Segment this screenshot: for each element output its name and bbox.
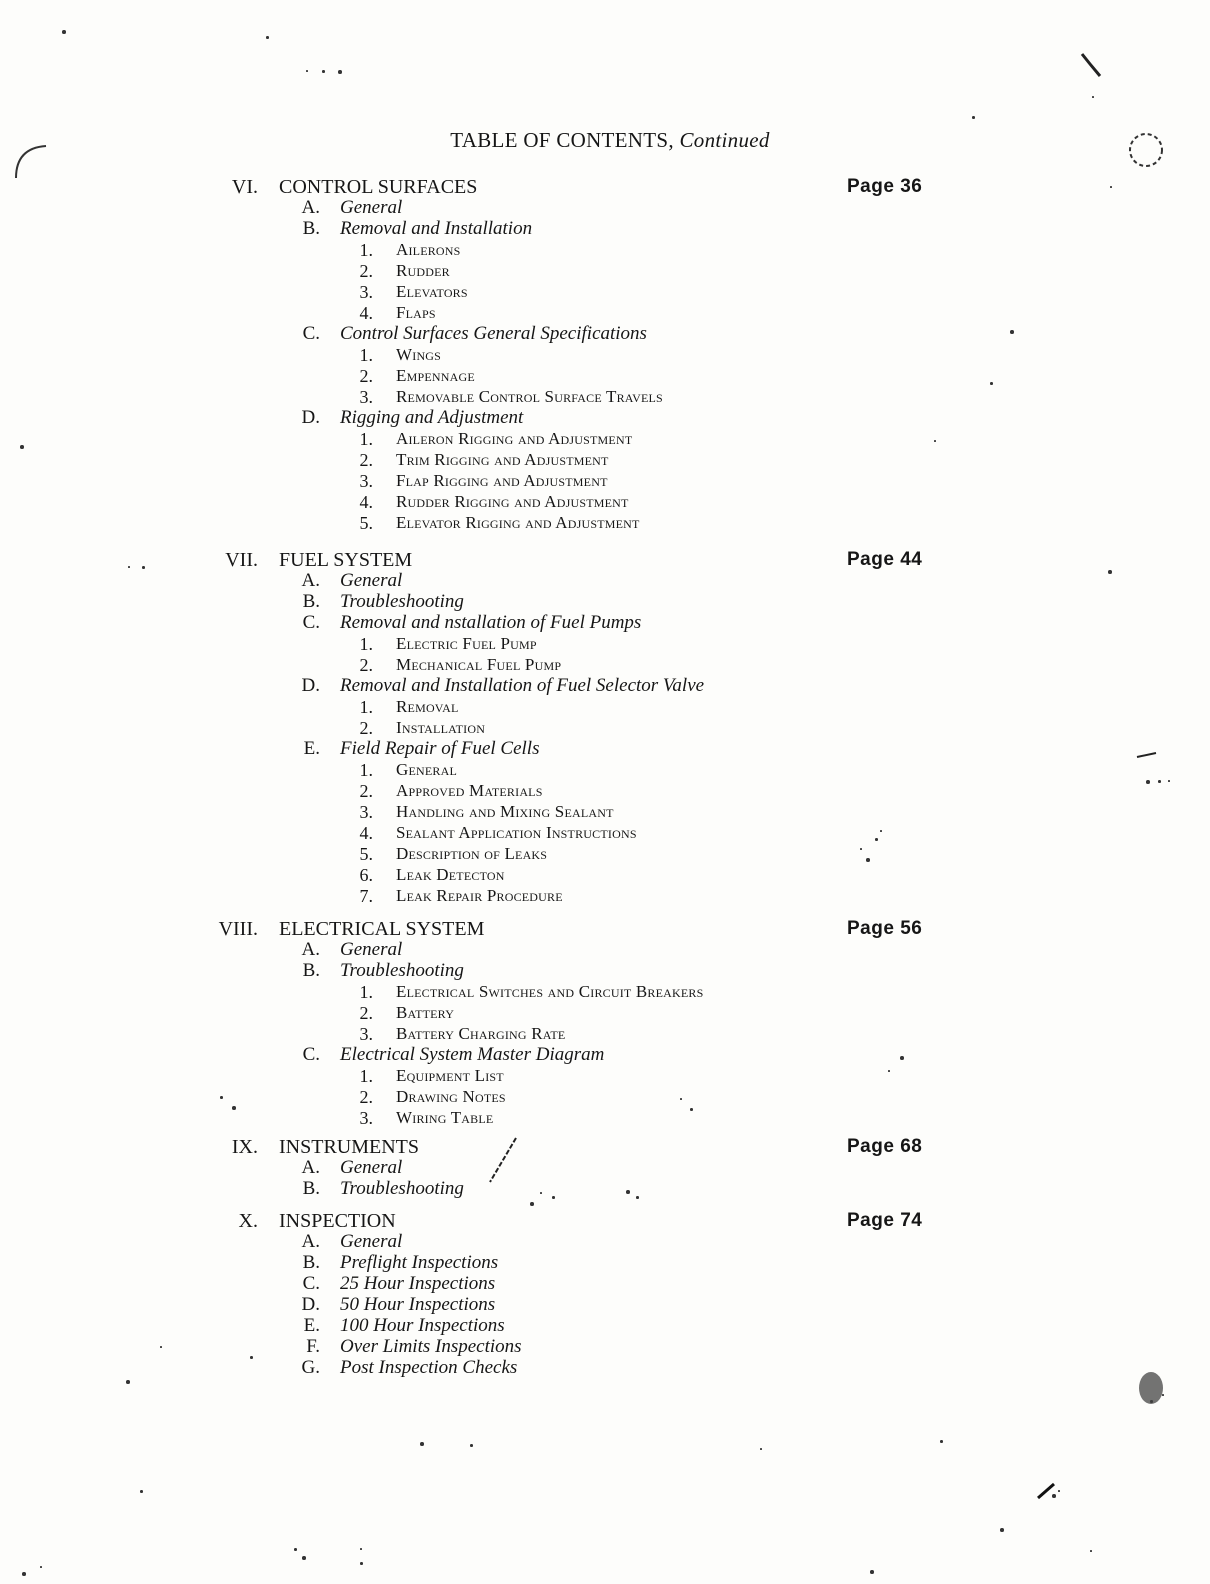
toc-item <box>0 822 1210 844</box>
toc-subsection <box>0 218 1210 240</box>
subsection-title: Preflight Inspections <box>340 1252 499 1273</box>
scan-speck <box>530 1202 534 1206</box>
toc-item <box>0 365 1210 387</box>
scan-speck <box>680 1098 682 1100</box>
item-title: Electric Fuel Pump <box>396 634 537 653</box>
toc-subsection <box>0 1178 1210 1200</box>
subsection-letter: B. <box>302 1178 320 1199</box>
subsection-title: Removal and Installation of Fuel Selector Valve <box>340 675 705 696</box>
subsection-title: Electrical System Master Diagram <box>340 1044 605 1065</box>
subsection-letter: A. <box>301 197 320 218</box>
item-number: 2. <box>359 718 373 738</box>
toc-subsection <box>0 1044 1210 1066</box>
toc-subsection <box>0 960 1210 982</box>
subsection-letter: E. <box>303 738 320 759</box>
scan-speck <box>1090 1550 1092 1552</box>
scan-speck <box>1000 1528 1004 1532</box>
subsection-title: General <box>340 939 403 960</box>
item-number: 5. <box>359 513 373 533</box>
subsection-letter: D. <box>301 675 320 696</box>
item-title: Ailerons <box>396 240 461 259</box>
item-title: Removal <box>396 697 459 716</box>
toc-item <box>0 281 1210 303</box>
item-title: Equipment List <box>396 1066 504 1085</box>
scan-speck <box>360 1548 362 1550</box>
item-number: 1. <box>359 982 373 1002</box>
scan-speck <box>126 1380 130 1384</box>
item-title: Drawing Notes <box>396 1087 506 1106</box>
subsection-letter: B. <box>302 1252 320 1273</box>
subsection-letter: A. <box>301 570 320 591</box>
subsection-title: Removal and Installation <box>340 218 533 239</box>
item-title: Elevator Rigging and Adjustment <box>396 513 640 532</box>
toc-section <box>0 549 1210 571</box>
item-title: Leak Repair Procedure <box>396 886 563 905</box>
scan-speck <box>552 1196 555 1199</box>
toc-item <box>0 885 1210 907</box>
scan-speck <box>470 1444 473 1447</box>
scan-speck <box>142 566 145 569</box>
scan-speck <box>900 1056 904 1060</box>
item-title: Battery Charging Rate <box>396 1024 566 1043</box>
toc-subsection <box>0 738 1210 760</box>
toc-subsection <box>0 407 1210 429</box>
scan-speck <box>690 1108 693 1111</box>
scan-speck <box>20 445 24 449</box>
toc-section <box>0 1136 1210 1158</box>
scan-speck <box>875 838 878 841</box>
subsection-letter: A. <box>301 1157 320 1178</box>
subsection-title: Field Repair of Fuel Cells <box>340 738 540 759</box>
item-number: 1. <box>359 1066 373 1086</box>
subsection-letter: C. <box>302 1044 320 1065</box>
item-title: Wiring Table <box>396 1108 494 1127</box>
item-number: 5. <box>359 844 373 864</box>
item-number: 1. <box>359 697 373 717</box>
scan-speck <box>360 1562 363 1565</box>
toc-section <box>0 918 1210 940</box>
section-number: VII. <box>225 549 258 571</box>
scan-speck <box>888 1070 890 1072</box>
scan-speck <box>934 440 936 442</box>
toc-subsection <box>0 1357 1210 1379</box>
toc-item <box>0 512 1210 534</box>
item-number: 3. <box>359 1108 373 1128</box>
scan-speck <box>860 848 862 850</box>
toc-item <box>0 843 1210 865</box>
toc-subsection <box>0 612 1210 634</box>
item-title: Rudder <box>396 261 450 280</box>
item-number: 3. <box>359 471 373 491</box>
item-title: Removable Control Surface Travels <box>396 387 663 406</box>
item-title: Description of Leaks <box>396 844 548 863</box>
item-number: 3. <box>359 282 373 302</box>
scan-speck <box>22 1572 26 1576</box>
scan-speck <box>40 1566 42 1568</box>
toc-subsection <box>0 1315 1210 1337</box>
scan-speck <box>266 36 269 39</box>
section-page-ref: Page 74 <box>847 1210 923 1231</box>
subsection-title: General <box>340 1157 403 1178</box>
section-number: IX. <box>231 1136 258 1158</box>
toc-item <box>0 864 1210 886</box>
subsection-title: Troubleshooting <box>340 1178 464 1199</box>
subsection-letter: B. <box>302 591 320 612</box>
toc-item <box>0 780 1210 802</box>
scan-speck <box>1168 780 1170 782</box>
subsection-letter: B. <box>302 218 320 239</box>
toc-subsection <box>0 675 1210 697</box>
item-title: Aileron Rigging and Adjustment <box>396 429 633 448</box>
item-title: Elevators <box>396 282 468 301</box>
subsection-letter: G. <box>301 1357 320 1378</box>
item-number: 3. <box>359 387 373 407</box>
toc-subsection <box>0 1336 1210 1358</box>
subsection-letter: B. <box>302 960 320 981</box>
scan-speck <box>1092 96 1094 98</box>
toc-subsection <box>0 197 1210 219</box>
toc-subsection <box>0 1273 1210 1295</box>
scan-speck <box>990 382 993 385</box>
item-number: 1. <box>359 634 373 654</box>
subsection-title: General <box>340 197 403 218</box>
item-title: General <box>396 760 458 779</box>
section-title: ELECTRICAL SYSTEM <box>279 918 485 940</box>
subsection-title: Control Surfaces General Specifications <box>340 323 647 344</box>
item-title: Approved Materials <box>396 781 543 800</box>
toc-item <box>0 239 1210 261</box>
item-number: 1. <box>359 345 373 365</box>
toc-subsection <box>0 1157 1210 1179</box>
section-page-ref: Page 36 <box>847 176 923 197</box>
section-title: INSPECTION <box>279 1210 396 1232</box>
scan-speck <box>880 830 882 832</box>
item-title: Rudder Rigging and Adjustment <box>396 492 629 511</box>
scan-mark-hole-punch-bottom <box>1134 1368 1168 1408</box>
subsection-title: General <box>340 1231 403 1252</box>
scan-speck <box>306 70 308 72</box>
scan-speck <box>160 1346 162 1348</box>
section-number: VI. <box>231 176 258 198</box>
item-title: Trim Rigging and Adjustment <box>396 450 609 469</box>
scan-speck <box>294 1548 297 1551</box>
toc-item <box>0 633 1210 655</box>
scan-speck <box>940 1440 943 1443</box>
subsection-title: Troubleshooting <box>340 591 464 612</box>
scan-speck <box>636 1196 639 1199</box>
toc-item <box>0 717 1210 739</box>
title-main: TABLE OF CONTENTS, <box>450 128 674 152</box>
toc-item <box>0 1086 1210 1108</box>
scan-speck <box>866 858 870 862</box>
item-number: 4. <box>359 823 373 843</box>
toc-section <box>0 176 1210 198</box>
subsection-title: Removal and nstallation of Fuel Pumps <box>340 612 642 633</box>
toc-item <box>0 654 1210 676</box>
scan-speck <box>1058 1490 1060 1492</box>
subsection-letter: C. <box>302 612 320 633</box>
scan-mark-hole-punch-top <box>1126 128 1166 172</box>
subsection-title: Rigging and Adjustment <box>340 407 524 428</box>
item-number: 2. <box>359 655 373 675</box>
subsection-title: Over Limits Inspections <box>340 1336 522 1357</box>
scan-speck <box>1108 570 1112 574</box>
item-title: Leak Detecton <box>396 865 505 884</box>
toc-subsection <box>0 1294 1210 1316</box>
scan-mark-corner-bracket <box>14 140 48 180</box>
scan-speck <box>220 1096 223 1099</box>
item-number: 2. <box>359 366 373 386</box>
scan-speck <box>232 1106 236 1110</box>
toc-item <box>0 1002 1210 1024</box>
section-page-ref: Page 56 <box>847 918 923 939</box>
toc-subsection <box>0 1231 1210 1253</box>
scan-speck <box>128 566 130 568</box>
title-continued: Continued <box>679 128 770 152</box>
toc-item <box>0 801 1210 823</box>
item-title: Battery <box>396 1003 455 1022</box>
toc-item <box>0 1023 1210 1045</box>
toc-subsection <box>0 591 1210 613</box>
subsection-letter: C. <box>302 323 320 344</box>
toc-item <box>0 386 1210 408</box>
item-number: 7. <box>359 886 373 906</box>
section-title: FUEL SYSTEM <box>279 549 413 571</box>
toc-subsection <box>0 323 1210 345</box>
section-page-ref: Page 44 <box>847 549 923 570</box>
subsection-letter: C. <box>302 1273 320 1294</box>
toc-item <box>0 449 1210 471</box>
scan-speck <box>1158 780 1161 783</box>
subsection-letter: F. <box>306 1336 320 1357</box>
scan-speck <box>338 70 342 74</box>
item-number: 1. <box>359 760 373 780</box>
scan-speck <box>972 116 975 119</box>
scan-speck <box>250 1356 253 1359</box>
page-title <box>0 128 1210 153</box>
subsection-letter: D. <box>301 1294 320 1315</box>
item-number: 3. <box>359 1024 373 1044</box>
subsection-title: Troubleshooting <box>340 960 464 981</box>
scan-speck <box>322 70 325 73</box>
toc-item <box>0 428 1210 450</box>
subsection-title: 50 Hour Inspections <box>340 1294 496 1315</box>
toc-item <box>0 1065 1210 1087</box>
item-title: Flap Rigging and Adjustment <box>396 471 608 490</box>
item-number: 4. <box>359 492 373 512</box>
scan-speck <box>1010 330 1014 334</box>
section-title: CONTROL SURFACES <box>279 176 478 198</box>
subsection-letter: A. <box>301 1231 320 1252</box>
item-number: 3. <box>359 802 373 822</box>
scan-mark-dash-right <box>1136 746 1158 754</box>
scan-mark-stroke-bottom <box>1036 1480 1058 1502</box>
subsection-title: 25 Hour Inspections <box>340 1273 496 1294</box>
section-number: VIII. <box>218 918 258 940</box>
toc-item <box>0 696 1210 718</box>
scan-speck <box>302 1556 306 1560</box>
item-number: 2. <box>359 1003 373 1023</box>
item-title: Handling and Mixing Sealant <box>396 802 614 821</box>
item-number: 2. <box>359 261 373 281</box>
toc-subsection <box>0 1252 1210 1274</box>
item-number: 2. <box>359 781 373 801</box>
scan-mark-top-right <box>1080 52 1102 78</box>
scan-speck <box>870 1570 874 1574</box>
scan-speck <box>140 1490 143 1493</box>
section-title: INSTRUMENTS <box>279 1136 420 1158</box>
scan-speck <box>420 1442 424 1446</box>
item-number: 1. <box>359 429 373 449</box>
toc-item <box>0 981 1210 1003</box>
scan-speck <box>540 1192 542 1194</box>
item-title: Installation <box>396 718 486 737</box>
toc-subsection <box>0 939 1210 961</box>
item-number: 2. <box>359 1087 373 1107</box>
subsection-title: 100 Hour Inspections <box>340 1315 505 1336</box>
item-title: Empennage <box>396 366 475 385</box>
toc-subsection <box>0 570 1210 592</box>
toc-item <box>0 1107 1210 1129</box>
section-page-ref: Page 68 <box>847 1136 923 1157</box>
toc-item <box>0 344 1210 366</box>
item-title: Flaps <box>396 303 436 322</box>
toc-item <box>0 302 1210 324</box>
item-number: 2. <box>359 450 373 470</box>
subsection-letter: E. <box>303 1315 320 1336</box>
scan-speck <box>626 1190 630 1194</box>
item-number: 6. <box>359 865 373 885</box>
scan-speck <box>62 30 66 34</box>
item-number: 4. <box>359 303 373 323</box>
scan-speck <box>760 1448 762 1450</box>
item-number: 1. <box>359 240 373 260</box>
subsection-letter: A. <box>301 939 320 960</box>
toc-item <box>0 759 1210 781</box>
subsection-title: General <box>340 570 403 591</box>
toc-section <box>0 1210 1210 1232</box>
item-title: Mechanical Fuel Pump <box>396 655 562 674</box>
scan-speck <box>1110 186 1112 188</box>
toc-item <box>0 260 1210 282</box>
item-title: Wings <box>396 345 442 364</box>
item-title: Sealant Application Instructions <box>396 823 637 842</box>
subsection-title: Post Inspection Checks <box>340 1357 518 1378</box>
scan-speck <box>1146 780 1150 784</box>
scan-mark-stroke-center <box>486 1136 520 1186</box>
toc-item <box>0 470 1210 492</box>
section-number: X. <box>238 1210 258 1232</box>
toc-item <box>0 491 1210 513</box>
subsection-letter: D. <box>301 407 320 428</box>
item-title: Electrical Switches and Circuit Breakers <box>396 982 704 1001</box>
